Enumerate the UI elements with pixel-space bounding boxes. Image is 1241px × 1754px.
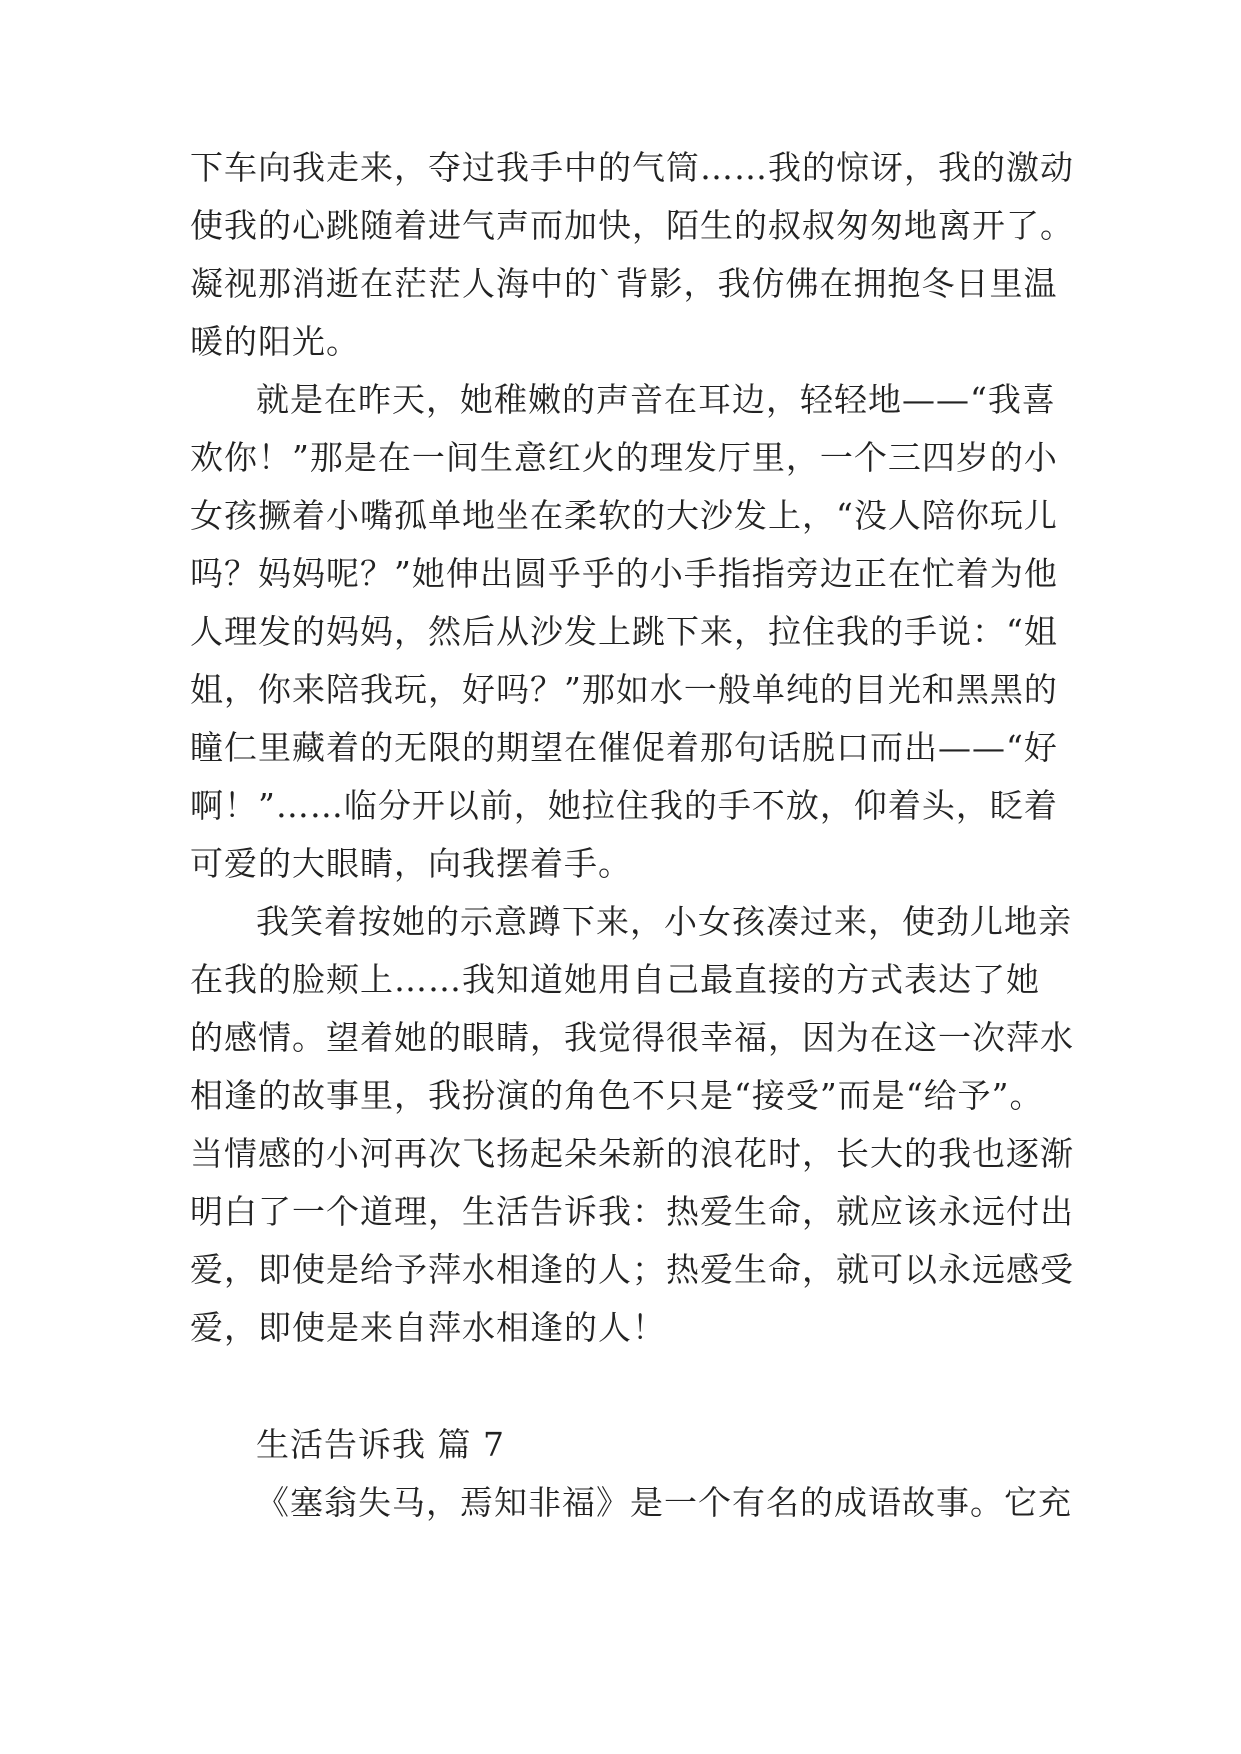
- paragraph-first-line: 《塞翁失马，焉知非福》是一个有名的成语故事。它充: [256, 1483, 1072, 1522]
- body-text-line: 瞳仁里藏着的无限的期望在催促着那句话脱口而出——“好: [190, 728, 1058, 767]
- body-text-line: 爱，即使是来自萍水相逢的人！: [190, 1308, 666, 1347]
- paragraph-first-line: 就是在昨天，她稚嫩的声音在耳边，轻轻地——“我喜: [256, 380, 1056, 419]
- body-text-line: 女孩撅着小嘴孤单地坐在柔软的大沙发上，“没人陪你玩儿: [190, 496, 1058, 535]
- body-text-line: 的感情。望着她的眼睛，我觉得很幸福，因为在这一次萍水: [190, 1018, 1074, 1057]
- section-heading: 生活告诉我 篇 7: [256, 1425, 505, 1464]
- body-text-line: 使我的心跳随着进气声而加快，陌生的叔叔匆匆地离开了。: [190, 206, 1074, 245]
- body-text-line: 相逢的故事里，我扮演的角色不只是“接受”而是“给予”。: [190, 1076, 1044, 1115]
- body-text-line: 明白了一个道理，生活告诉我：热爱生命，就应该永远付出: [190, 1192, 1074, 1231]
- body-text-line: 欢你！”那是在一间生意红火的理发厅里，一个三四岁的小: [190, 438, 1058, 477]
- body-text-line: 姐，你来陪我玩，好吗？”那如水一般单纯的目光和黑黑的: [190, 670, 1058, 709]
- body-text-line: 当情感的小河再次飞扬起朵朵新的浪花时，长大的我也逐渐: [190, 1134, 1074, 1173]
- body-text-line: 爱，即使是给予萍水相逢的人；热爱生命，就可以永远感受: [190, 1250, 1074, 1289]
- body-text-line: 暖的阳光。: [190, 322, 360, 361]
- body-text-line: 凝视那消逝在茫茫人海中的`背影，我仿佛在拥抱冬日里温: [190, 264, 1058, 303]
- body-text-line: 在我的脸颊上……我知道她用自己最直接的方式表达了她: [190, 960, 1040, 999]
- body-text-line: 吗？妈妈呢？”她伸出圆乎乎的小手指指旁边正在忙着为他: [190, 554, 1058, 593]
- paragraph-first-line: 我笑着按她的示意蹲下来，小女孩凑过来，使劲儿地亲: [256, 902, 1072, 941]
- body-text-line: 下车向我走来，夺过我手中的气筒……我的惊讶，我的激动: [190, 148, 1074, 187]
- body-text-line: 啊！”……临分开以前，她拉住我的手不放，仰着头，眨着: [190, 786, 1058, 825]
- body-text-line: 可爱的大眼睛，向我摆着手。: [190, 844, 632, 883]
- body-text-line: 人理发的妈妈，然后从沙发上跳下来，拉住我的手说：“姐: [190, 612, 1058, 651]
